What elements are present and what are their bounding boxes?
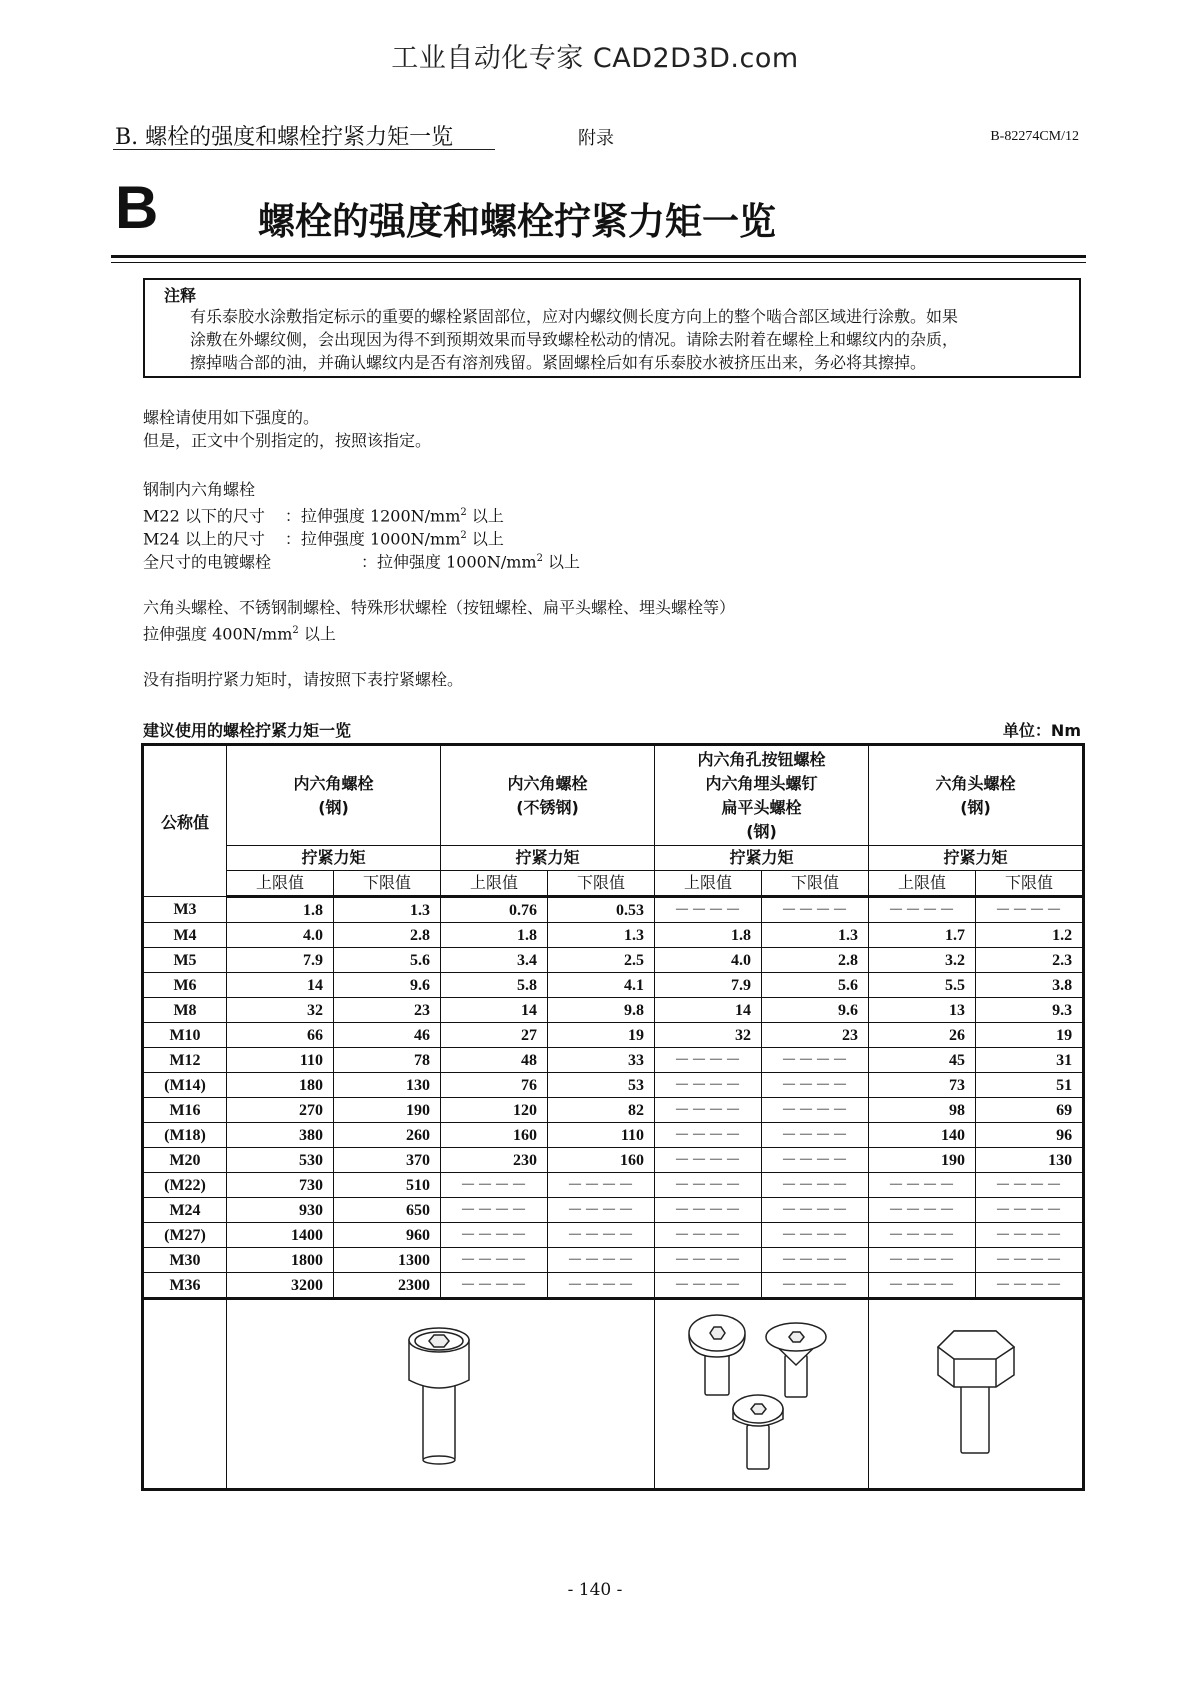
illustration-row: [143, 1299, 1084, 1490]
lower-limit-header: 下限值: [762, 871, 869, 897]
upper-limit-cell: 7.9: [655, 973, 762, 998]
lower-limit-cell: 19: [976, 1023, 1084, 1048]
lower-limit-cell: 1300: [334, 1248, 441, 1273]
upper-limit-cell: －－－－: [655, 1248, 762, 1273]
upper-limit-cell: 1.8: [441, 923, 548, 948]
lower-limit-cell: －－－－: [548, 1223, 655, 1248]
lower-limit-cell: 82: [548, 1098, 655, 1123]
group-header: [869, 745, 1084, 846]
upper-limit-cell: 14: [441, 998, 548, 1023]
lower-limit-cell: 510: [334, 1173, 441, 1198]
table-row: [143, 1273, 1084, 1299]
note-line: 有乐泰胶水涂敷指定标示的重要的螺栓紧固部位，应对内螺纹侧长度方向上的整个啮合部区域进行涂敷。如果: [190, 307, 959, 326]
lower-limit-cell: 2.8: [762, 948, 869, 973]
steel-spec-label: M24 以上的尺寸: [143, 529, 265, 549]
lower-limit-cell: 370: [334, 1148, 441, 1173]
nominal-size-cell: M6: [143, 973, 227, 998]
upper-limit-cell: 14: [227, 973, 334, 998]
upper-limit-cell: 1.7: [869, 923, 976, 948]
hex-strength-tail: 以上: [298, 624, 336, 644]
upper-limit-cell: 73: [869, 1073, 976, 1098]
table-row: [143, 1023, 1084, 1048]
lower-limit-cell: －－－－: [976, 897, 1084, 923]
upper-limit-cell: 26: [869, 1023, 976, 1048]
upper-limit-cell: 48: [441, 1048, 548, 1073]
hex-head-bolt-icon: [916, 1317, 1036, 1467]
upper-limit-cell: 66: [227, 1023, 334, 1048]
torque-label: 拧紧力矩: [869, 846, 1084, 871]
upper-limit-cell: 530: [227, 1148, 334, 1173]
lower-limit-cell: 9.8: [548, 998, 655, 1023]
lower-limit-cell: 23: [334, 998, 441, 1023]
upper-limit-cell: －－－－: [869, 1273, 976, 1299]
lower-limit-cell: 960: [334, 1223, 441, 1248]
upper-limit-cell: 180: [227, 1073, 334, 1098]
nominal-size-cell: M16: [143, 1098, 227, 1123]
hex-strength-text: 拉伸强度 400N/mm: [143, 624, 293, 644]
lower-limit-cell: 1.3: [548, 923, 655, 948]
lower-limit-cell: 9.3: [976, 998, 1084, 1023]
table-row: [143, 973, 1084, 998]
upper-limit-cell: 270: [227, 1098, 334, 1123]
upper-limit-cell: 4.0: [227, 923, 334, 948]
lower-limit-cell: 5.6: [762, 973, 869, 998]
lower-limit-cell: －－－－: [976, 1248, 1084, 1273]
torque-table: [141, 743, 1085, 1491]
upper-limit-cell: －－－－: [869, 1248, 976, 1273]
upper-limit-cell: －－－－: [655, 1148, 762, 1173]
lower-limit-cell: 9.6: [334, 973, 441, 998]
chapter-title: 螺栓的强度和螺栓拧紧力矩一览: [258, 200, 776, 243]
lower-limit-cell: 51: [976, 1073, 1084, 1098]
socket-head-bolt-illustration: [227, 1299, 655, 1490]
upper-limit-cell: 140: [869, 1123, 976, 1148]
steel-spec-line: [143, 526, 504, 549]
group-header-line: (钢): [960, 797, 991, 817]
intro-line: 螺栓请使用如下强度的。: [143, 408, 320, 427]
lower-limit-cell: －－－－: [762, 1173, 869, 1198]
table-row: [143, 998, 1084, 1023]
lower-limit-header: 下限值: [548, 871, 655, 897]
upper-limit-cell: 45: [869, 1048, 976, 1073]
group-header-line: 内六角螺栓: [293, 773, 374, 793]
note-line: 涂敷在外螺纹侧，会出现因为得不到预期效果而导致螺栓松动的情况。请除去附着在螺栓上和螺纹内的杂质，: [190, 330, 959, 349]
lower-limit-cell: 1.2: [976, 923, 1084, 948]
lower-limit-header: 下限值: [334, 871, 441, 897]
upper-limit-cell: －－－－: [655, 1048, 762, 1073]
upper-limit-cell: －－－－: [655, 1123, 762, 1148]
torque-label: 拧紧力矩: [227, 846, 441, 871]
chapter-rule-thick: [111, 255, 1086, 258]
table-row: [143, 1248, 1084, 1273]
nominal-size-cell: (M22): [143, 1173, 227, 1198]
upper-limit-cell: 730: [227, 1173, 334, 1198]
upper-limit-cell: －－－－: [869, 1198, 976, 1223]
nominal-size-cell: (M27): [143, 1223, 227, 1248]
steel-spec-sep: ：: [361, 552, 378, 572]
table-row: [143, 1098, 1084, 1123]
upper-limit-cell: 27: [441, 1023, 548, 1048]
chapter-letter: B: [115, 174, 159, 241]
group-header-line: 内六角埋头螺钉: [705, 773, 818, 793]
steel-spec-sup: 2: [536, 553, 543, 564]
nominal-size-cell: M3: [143, 897, 227, 923]
watermark-text: 工业自动化专家 CAD2D3D.com: [391, 43, 799, 74]
group-header-line: (钢): [746, 821, 777, 841]
upper-limit-cell: －－－－: [869, 1173, 976, 1198]
hex-bolt-title: 六角头螺栓、不锈钢制螺栓、特殊形状螺栓（按钮螺栓、扁平头螺栓、埋头螺栓等）: [143, 598, 736, 617]
lower-limit-cell: 2.3: [976, 948, 1084, 973]
lower-limit-cell: －－－－: [548, 1273, 655, 1299]
upper-limit-cell: －－－－: [655, 1223, 762, 1248]
lower-limit-cell: －－－－: [762, 1148, 869, 1173]
upper-limit-cell: 3.4: [441, 948, 548, 973]
lower-limit-cell: 33: [548, 1048, 655, 1073]
group-header: [441, 745, 655, 846]
nominal-size-cell: M8: [143, 998, 227, 1023]
upper-limit-cell: 32: [227, 998, 334, 1023]
group-header-line: 内六角螺栓: [507, 773, 588, 793]
upper-limit-cell: 1.8: [227, 897, 334, 923]
lower-limit-cell: 110: [548, 1123, 655, 1148]
group-header-line: (钢): [318, 797, 349, 817]
steel-spec-text: 拉伸强度 1000N/mm: [300, 529, 461, 549]
lower-limit-cell: 160: [548, 1148, 655, 1173]
group-header-line: 扁平头螺栓: [721, 797, 802, 817]
lower-limit-cell: 2.8: [334, 923, 441, 948]
lower-limit-cell: 19: [548, 1023, 655, 1048]
torque-label: 拧紧力矩: [655, 846, 869, 871]
upper-limit-cell: 14: [655, 998, 762, 1023]
table-title: 建议使用的螺栓拧紧力矩一览: [143, 721, 352, 740]
upper-limit-cell: －－－－: [655, 1273, 762, 1299]
lower-limit-cell: －－－－: [548, 1198, 655, 1223]
lower-limit-cell: 1.3: [334, 897, 441, 923]
intro-line: 但是，正文中个别指定的，按照该指定。: [143, 431, 432, 450]
lower-limit-cell: －－－－: [762, 1223, 869, 1248]
lower-limit-cell: 190: [334, 1098, 441, 1123]
upper-limit-cell: 190: [869, 1148, 976, 1173]
lower-limit-cell: 650: [334, 1198, 441, 1223]
steel-spec-text: 拉伸强度 1000N/mm: [377, 552, 537, 572]
header-underline: [113, 149, 495, 150]
group-header: [227, 745, 441, 846]
group-header: [655, 745, 869, 846]
hex-bolt-strength: [143, 621, 336, 644]
lower-limit-cell: －－－－: [976, 1198, 1084, 1223]
steel-spec-line: [143, 503, 504, 526]
nominal-size-cell: M30: [143, 1248, 227, 1273]
nominal-size-cell: M20: [143, 1148, 227, 1173]
upper-limit-cell: －－－－: [441, 1223, 548, 1248]
upper-limit-cell: －－－－: [869, 1223, 976, 1248]
lower-limit-cell: －－－－: [976, 1173, 1084, 1198]
lower-limit-cell: －－－－: [762, 897, 869, 923]
upper-limit-cell: －－－－: [655, 1098, 762, 1123]
table-row: [143, 1173, 1084, 1198]
header-section-title: B. 螺栓的强度和螺栓拧紧力矩一览: [115, 125, 454, 150]
table-row: [143, 923, 1084, 948]
upper-limit-header: 上限值: [227, 871, 334, 897]
lower-limit-cell: 260: [334, 1123, 441, 1148]
group-header-line: 六角头螺栓: [935, 773, 1016, 793]
torque-label: 拧紧力矩: [441, 846, 655, 871]
button-head-bolts-illustration: [655, 1299, 869, 1490]
lower-limit-cell: －－－－: [762, 1048, 869, 1073]
upper-limit-cell: 1800: [227, 1248, 334, 1273]
table-unit: 单位：Nm: [1002, 721, 1081, 740]
upper-limit-cell: 160: [441, 1123, 548, 1148]
upper-limit-cell: 5.8: [441, 973, 548, 998]
lower-limit-cell: 130: [976, 1148, 1084, 1173]
steel-spec-line: [143, 549, 580, 572]
col-header-nominal: 公称值: [143, 745, 227, 897]
upper-limit-cell: －－－－: [655, 897, 762, 923]
note-line: 擦掉啮合部的油，并确认螺纹内是否有溶剂残留。紧固螺栓后如有乐泰胶水被挤压出来，务必将其擦掉。: [190, 353, 927, 372]
table-row: [143, 1223, 1084, 1248]
upper-limit-cell: 1.8: [655, 923, 762, 948]
lower-limit-cell: 69: [976, 1098, 1084, 1123]
nominal-size-cell: M5: [143, 948, 227, 973]
hex-head-bolt-illustration: [869, 1299, 1084, 1490]
steel-spec-sup: 2: [460, 530, 467, 541]
nominal-size-cell: (M14): [143, 1073, 227, 1098]
upper-limit-cell: －－－－: [655, 1173, 762, 1198]
lower-limit-cell: 96: [976, 1123, 1084, 1148]
upper-limit-cell: －－－－: [655, 1073, 762, 1098]
lower-limit-cell: 5.6: [334, 948, 441, 973]
upper-limit-cell: －－－－: [655, 1198, 762, 1223]
steel-spec-sup: 2: [460, 507, 467, 518]
upper-limit-cell: 120: [441, 1098, 548, 1123]
lower-limit-cell: 78: [334, 1048, 441, 1073]
lower-limit-cell: －－－－: [762, 1273, 869, 1299]
illustration-empty: [143, 1299, 227, 1490]
upper-limit-cell: 3.2: [869, 948, 976, 973]
upper-limit-cell: 5.5: [869, 973, 976, 998]
table-row: [143, 1048, 1084, 1073]
upper-limit-cell: 32: [655, 1023, 762, 1048]
lower-limit-cell: 31: [976, 1048, 1084, 1073]
upper-limit-header: 上限值: [869, 871, 976, 897]
upper-limit-cell: 930: [227, 1198, 334, 1223]
steel-spec-tail: 以上: [466, 529, 504, 549]
upper-limit-cell: 7.9: [227, 948, 334, 973]
steel-spec-sep: ：: [284, 506, 301, 526]
upper-limit-cell: －－－－: [441, 1248, 548, 1273]
group-header-line: 内六角孔按钮螺栓: [697, 749, 826, 769]
torque-instruction: 没有指明拧紧力矩时，请按照下表拧紧螺栓。: [143, 670, 464, 689]
header-appendix: 附录: [578, 128, 614, 149]
nominal-size-cell: M24: [143, 1198, 227, 1223]
table-row: [143, 1198, 1084, 1223]
upper-limit-cell: －－－－: [441, 1198, 548, 1223]
upper-limit-header: 上限值: [441, 871, 548, 897]
note-label: 注释: [164, 286, 197, 305]
table-row: [143, 1148, 1084, 1173]
upper-limit-cell: 3200: [227, 1273, 334, 1299]
lower-limit-cell: －－－－: [976, 1223, 1084, 1248]
lower-limit-cell: 3.8: [976, 973, 1084, 998]
table-row: [143, 948, 1084, 973]
table-row: [143, 1123, 1084, 1148]
button-head-bolts-icon: [667, 1307, 857, 1477]
chapter-rule-thin: [111, 262, 1086, 263]
lower-limit-cell: －－－－: [548, 1173, 655, 1198]
nominal-size-cell: (M18): [143, 1123, 227, 1148]
lower-limit-cell: －－－－: [762, 1073, 869, 1098]
steel-spec-sep: ：: [284, 529, 301, 549]
steel-spec-tail: 以上: [466, 506, 504, 526]
table-row: [143, 897, 1084, 923]
nominal-size-cell: M12: [143, 1048, 227, 1073]
lower-limit-cell: －－－－: [762, 1198, 869, 1223]
group-header-line: (不锈钢): [516, 797, 579, 817]
upper-limit-cell: 13: [869, 998, 976, 1023]
upper-limit-cell: 1400: [227, 1223, 334, 1248]
steel-spec-label: 全尺寸的电镀螺栓: [143, 552, 272, 572]
upper-limit-cell: 76: [441, 1073, 548, 1098]
upper-limit-cell: －－－－: [441, 1173, 548, 1198]
table-row: [143, 1073, 1084, 1098]
upper-limit-cell: －－－－: [441, 1273, 548, 1299]
page-number: - 140 -: [567, 1580, 623, 1600]
steel-spec-text: 拉伸强度 1200N/mm: [300, 506, 461, 526]
lower-limit-cell: 130: [334, 1073, 441, 1098]
lower-limit-cell: 2300: [334, 1273, 441, 1299]
nominal-size-cell: M10: [143, 1023, 227, 1048]
lower-limit-cell: 0.53: [548, 897, 655, 923]
header-doc-number: B-82274CM/12: [990, 129, 1079, 144]
hex-strength-sup: 2: [292, 625, 299, 636]
nominal-size-cell: M4: [143, 923, 227, 948]
upper-limit-cell: 98: [869, 1098, 976, 1123]
lower-limit-cell: －－－－: [762, 1248, 869, 1273]
nominal-size-cell: M36: [143, 1273, 227, 1299]
upper-limit-cell: 230: [441, 1148, 548, 1173]
lower-limit-cell: 4.1: [548, 973, 655, 998]
lower-limit-cell: 23: [762, 1023, 869, 1048]
lower-limit-cell: 9.6: [762, 998, 869, 1023]
lower-limit-cell: 2.5: [548, 948, 655, 973]
upper-limit-header: 上限值: [655, 871, 762, 897]
lower-limit-cell: 53: [548, 1073, 655, 1098]
lower-limit-cell: 46: [334, 1023, 441, 1048]
lower-limit-cell: 1.3: [762, 923, 869, 948]
lower-limit-cell: －－－－: [548, 1248, 655, 1273]
socket-head-bolt-icon: [381, 1312, 501, 1472]
steel-spec-label: M22 以下的尺寸: [143, 506, 265, 526]
steel-bolt-title: 钢制内六角螺栓: [143, 480, 256, 499]
lower-limit-cell: －－－－: [762, 1123, 869, 1148]
lower-limit-header: 下限值: [976, 871, 1084, 897]
upper-limit-cell: 0.76: [441, 897, 548, 923]
lower-limit-cell: －－－－: [976, 1273, 1084, 1299]
table-body: [143, 897, 1084, 1299]
upper-limit-cell: 380: [227, 1123, 334, 1148]
upper-limit-cell: 110: [227, 1048, 334, 1073]
lower-limit-cell: －－－－: [762, 1098, 869, 1123]
upper-limit-cell: 4.0: [655, 948, 762, 973]
steel-spec-tail: 以上: [542, 552, 581, 572]
upper-limit-cell: －－－－: [869, 897, 976, 923]
